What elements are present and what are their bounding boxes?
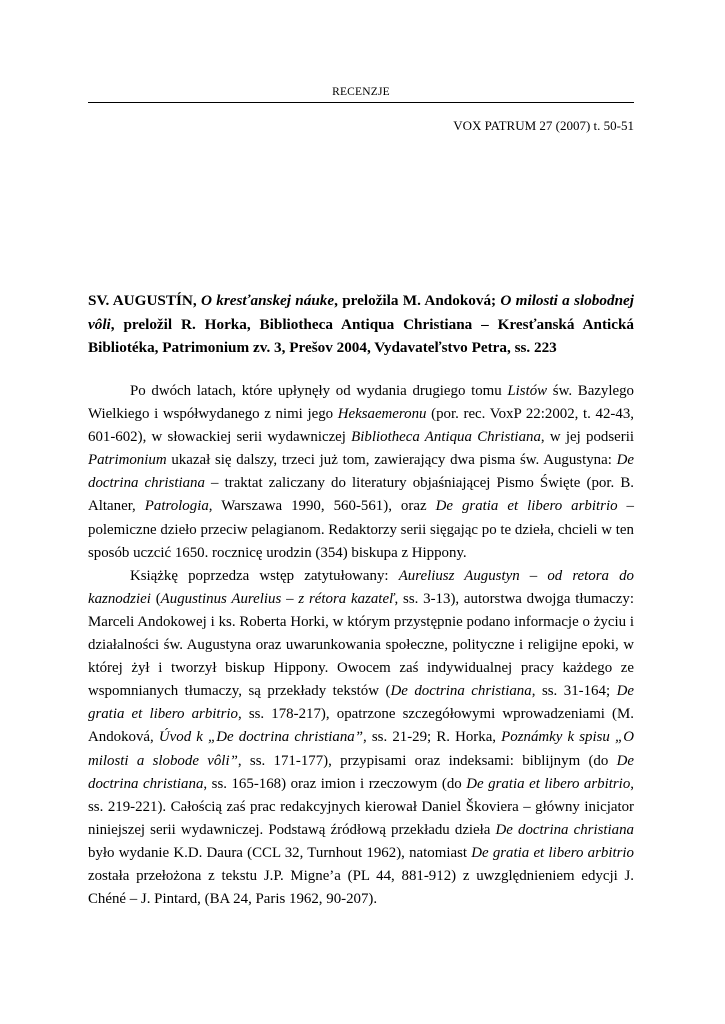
italic-title: De doctrina christiana xyxy=(88,452,634,492)
text-run: , ss. 31-164; xyxy=(531,683,617,700)
text-run: – polemiczne dzieło przeciw pelagianom. Redaktorzy serii sięgając po te dzieła, chcieli w ten sposób uczcić 1650. rocznicę urodzin (354) biskupa z Hippony. xyxy=(88,498,634,561)
text-run: Książkę poprzedza wstęp zatytułowany: xyxy=(130,567,399,584)
italic-title: De doctrina christiana xyxy=(495,821,634,838)
header-rule xyxy=(88,102,634,103)
italic-title: Aureliusz Augustyn – od retora do kaznodziei xyxy=(88,567,634,607)
book-title-1: O kresťanskej náuke xyxy=(201,292,335,309)
review-body xyxy=(88,380,634,911)
text-run: Po dwóch latach, które upłynęły od wydania drugiego tomu xyxy=(130,383,508,399)
italic-title: Listów xyxy=(507,383,548,399)
text-run: , Warszawa 1990, 560-561), oraz xyxy=(208,498,436,515)
italic-title: Patrologia xyxy=(144,498,209,515)
book-translator-1: , preložila M. Andoková; xyxy=(334,292,501,309)
text-run: , ss. 219-221). Całością zaś prac redakcyjnych kierował Daniel Škoviera – główny inicjator niniejszej serii wydawniczej. Podstawą źródłową przekładu dzieła xyxy=(88,775,634,838)
text-run: było wydanie K.D. Daura (CCL 32, Turnhout 1962), natomiast xyxy=(88,844,472,861)
italic-title: Heksaemeronu xyxy=(337,406,427,423)
italic-title: De gratia et libero arbitrio xyxy=(466,775,631,792)
italic-title: Augustinus Aurelius – z rétora kazateľ xyxy=(160,590,395,607)
paragraph-2 xyxy=(88,565,634,911)
italic-title: Bibliotheca Antiqua Christiana xyxy=(351,429,541,446)
italic-title: Úvod k „De doctrina christiana” xyxy=(158,729,364,746)
italic-title: De gratia et libero arbitrio xyxy=(471,844,634,861)
italic-title: Patrimonium xyxy=(88,452,167,469)
book-citation xyxy=(88,289,634,360)
text-run: – traktat zaliczany do literatury objaśniającej Pismo Święte (por. B. Altaner, xyxy=(88,475,634,515)
book-publication-details: , preložil R. Horka, Bibliotheca Antiqua Christiana – Kresťanská Antická Bibliotéka, Patrimonium zv. 3, Prešov 2004, Vydavateľstvo Petra, ss. 223 xyxy=(88,315,634,357)
book-author: SV. AUGUSTÍN, xyxy=(88,292,197,309)
text-run: została przełożona z tekstu J.P. Migne’a (PL 44, 881-912) z uwzględnieniem edycji J. Chéné – J. Pintard, (BA 24, Paris 1962, 90-207). xyxy=(88,867,634,908)
paragraph-1 xyxy=(88,380,634,565)
text-run: , ss. 165-168) oraz imion i rzeczowym (do xyxy=(203,775,467,792)
text-run: ukazał się dalszy, trzeci już tom, zawierający dwa pisma św. Augustyna: xyxy=(166,452,617,469)
text-run: ( xyxy=(150,590,161,607)
text-run: , ss. 21-29; R. Horka, xyxy=(363,729,502,746)
italic-title: De doctrina christiana xyxy=(88,752,634,792)
running-head: RECENZJE xyxy=(332,86,390,98)
text-run: św. Bazylego Wielkiego i współwydanego z nimi jego xyxy=(88,383,634,423)
text-run: , ss. 171-177), przypisami oraz indeksami: biblijnym (do xyxy=(237,752,617,769)
text-run: , w jej podserii xyxy=(540,429,634,446)
italic-title: De doctrina christiana xyxy=(390,683,532,700)
text-run: , ss. 3-13), autorstwa dwojga tłumaczy: Marceli Andokowej i ks. Roberta Horki, w którym przystępnie podano informacje o życiu i działalności św. Augustyna oraz uwarunkowania społeczne, polityczne i religijne epoki, w której żył i tworzył biskup Hippony. Owocem zaś indywidualnej pracy każdego ze wspomnianych tłumaczy, są przekłady tekstów ( xyxy=(88,590,635,700)
text-run: (por. rec. VoxP 22:2002, t. 42-43, 601-602), w słowackiej serii wydawniczej xyxy=(88,406,634,446)
italic-title: De gratia et libero arbitrio xyxy=(88,683,634,723)
journal-reference: VOX PATRUM 27 (2007) t. 50-51 xyxy=(453,118,634,133)
italic-title: De gratia et libero arbitrio xyxy=(435,498,618,515)
italic-title: Poznámky k spisu „O milosti a slobode vôli” xyxy=(88,729,634,769)
text-run: , ss. 178-217), opatrzone szczegółowymi wprowadzeniami (M. Andoková, xyxy=(88,706,634,746)
book-title-2: O milosti a slobodnej vôli xyxy=(88,292,634,333)
